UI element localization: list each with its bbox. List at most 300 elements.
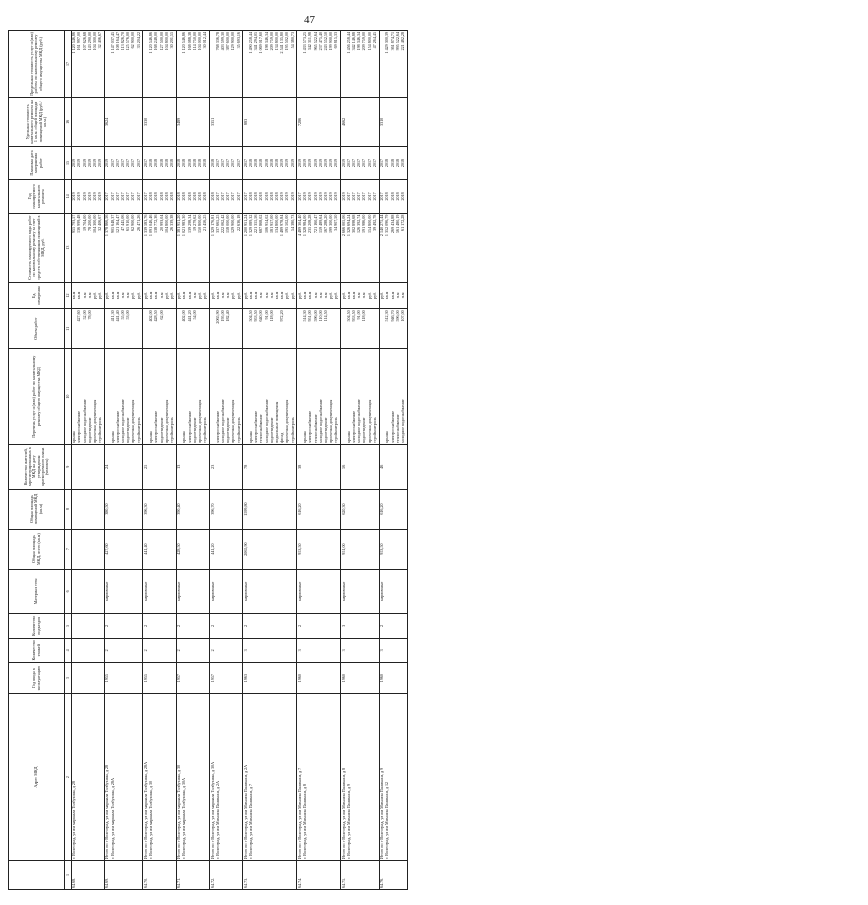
header-cell-15: Плановая дата завершения работ xyxy=(9,146,65,179)
work-volume-line: 53,00 xyxy=(125,310,131,320)
works-list-line: стройконтроль xyxy=(135,417,141,444)
units xyxy=(71,282,104,309)
table-row xyxy=(243,31,297,890)
address-line: г. Волгоград, ул им маршала Толбухина, д 30 xyxy=(148,781,154,860)
work-cost-line: 222 062,42 xyxy=(219,214,225,234)
work-cost-line: 955 793,57 xyxy=(71,214,77,234)
repair-year-line: 2018 xyxy=(197,192,203,201)
header-cell-14: Год планируемого капитального ремонта xyxy=(9,180,65,213)
repair-year-line: 2018 xyxy=(158,192,164,201)
total-area: 441,20 xyxy=(210,529,243,569)
works-list-line: электроснабжение xyxy=(186,410,192,444)
wall-material xyxy=(71,569,104,614)
repair-year-line: 2017 xyxy=(104,192,110,201)
entrances: 2 xyxy=(143,614,176,638)
works-list-line: холодное водоснабжение xyxy=(317,399,323,444)
column-number-9: 9 xyxy=(65,445,71,490)
address xyxy=(210,694,243,861)
work-cost-line: 1 489 978,84 xyxy=(279,214,285,237)
works-list-line: стройконтроль xyxy=(289,417,295,444)
column-number-2: 2 xyxy=(65,694,71,861)
work-volume-line xyxy=(291,310,296,347)
repair-year-line: 2019 xyxy=(322,192,328,201)
commission-year: 1957 xyxy=(176,663,209,694)
premises-area: 396,70 xyxy=(210,489,243,529)
work-volume-line xyxy=(203,310,208,347)
works-list-line: электроснабжение xyxy=(214,410,220,444)
limit-cost-line: 104 800,00 xyxy=(163,32,169,51)
end-date-line: 2018 xyxy=(253,158,259,168)
units-line: руб. xyxy=(168,291,174,299)
work-volume-line: 953,50 xyxy=(253,310,259,322)
units-line: п.м xyxy=(120,292,126,299)
limit-cost-line: 387 600,00 xyxy=(225,32,231,51)
limit-cost-line: 69 815,33 xyxy=(333,32,339,49)
table-row xyxy=(341,31,380,890)
units-line: кв.м xyxy=(76,291,82,300)
works-list-line: электроснабжение xyxy=(253,410,259,444)
total-area: 951,00 xyxy=(341,529,380,569)
units-line: п.м xyxy=(125,292,131,299)
end-date-line: 2019 xyxy=(312,158,318,168)
header-cell-10: Перечень услуг и (или) работ по капитальному ремонту общего имущества МКД xyxy=(9,349,65,445)
end-date xyxy=(143,146,176,179)
work-volume-line: 402,00 xyxy=(148,310,154,322)
works-list-line: проектная документация xyxy=(130,399,136,444)
residents: 46 xyxy=(379,445,407,490)
total-area: 2065,90 xyxy=(243,529,297,569)
column-number-11: 11 xyxy=(65,309,71,349)
repair-year-line: 2018 xyxy=(384,192,390,201)
works-list-line: водоотведение xyxy=(125,417,131,444)
work-volume-line: 504,50 xyxy=(248,310,254,322)
units xyxy=(379,282,407,309)
end-date-line: 2017 xyxy=(130,158,136,168)
row-number: 64.72. xyxy=(210,861,243,890)
work-cost-line: 1 339 583,76 xyxy=(142,214,148,237)
work-cost-line: 126 392,74 xyxy=(356,214,362,234)
work-cost-line: 150 800,00 xyxy=(197,214,203,234)
units-line: кв.м xyxy=(181,291,187,300)
table-row xyxy=(297,31,341,890)
works-list-line: стройконтроль xyxy=(168,417,174,444)
works-list-line: крыша xyxy=(384,431,390,444)
work-cost xyxy=(210,213,243,282)
end-date-line: 2018 xyxy=(148,158,154,168)
work-volume-line: 953,50 xyxy=(351,310,357,322)
end-date-line: 2017 xyxy=(356,158,362,168)
limit-cost-line: 243 552,50 xyxy=(322,32,328,51)
work-cost-line: 235 208,28 xyxy=(307,214,313,234)
works-list-line: крыша xyxy=(109,431,115,444)
end-date-line: 2018 xyxy=(168,158,174,168)
limit-cost-line: 341 294,05 xyxy=(253,32,259,51)
work-volume-line: 428,50 xyxy=(153,310,159,322)
work-cost-line: 167 288,20 xyxy=(322,214,328,234)
repair-year-line: 2018 xyxy=(389,192,395,201)
works-list xyxy=(297,349,341,445)
work-volume-line: 91,00 xyxy=(356,310,362,320)
repair-year-line: 2019 xyxy=(317,192,323,201)
work-cost-line: 39 492,78 xyxy=(371,214,377,231)
units-line: кв.м xyxy=(345,291,351,300)
work-cost-line: 32 406,67 xyxy=(97,214,103,231)
units-line: кв.м xyxy=(186,291,192,300)
limit-cost-line: 1 433 573,25 xyxy=(302,32,308,54)
work-volume xyxy=(176,309,209,349)
entrances: 2 xyxy=(104,614,143,638)
repair-year xyxy=(210,180,243,213)
limit-cost-line: 143 290,00 xyxy=(86,32,92,51)
wall-material: кирпичные xyxy=(143,569,176,614)
units-line: кв.м xyxy=(389,291,395,300)
units-line: руб. xyxy=(371,291,377,299)
premises-area: 620,30 xyxy=(341,489,380,529)
end-date xyxy=(104,146,143,179)
repair-year-line: 2017 xyxy=(114,192,120,201)
units-line: п.м xyxy=(399,292,405,299)
works-list-line: водоотведение xyxy=(86,417,92,444)
row-number: 64.69. xyxy=(104,861,143,890)
units-line: кв.м xyxy=(248,291,254,300)
column-number-6: 6 xyxy=(65,569,71,614)
units-line: кв.м xyxy=(109,291,115,300)
work-volume xyxy=(210,309,243,349)
units-line: кв.м xyxy=(153,291,159,300)
work-volume xyxy=(243,309,297,349)
limit-cost xyxy=(210,31,243,98)
works-list-line: теплоснабжение xyxy=(312,414,318,444)
units-line: п.м xyxy=(394,292,400,299)
work-volume-line: 54,00 xyxy=(191,310,197,320)
total-area: 441,40 xyxy=(143,529,176,569)
commission-year: 1955 xyxy=(143,663,176,694)
work-volume xyxy=(71,309,104,349)
works-list-line: проектная документация xyxy=(366,399,372,444)
repair-year-line: 2019 xyxy=(307,192,313,201)
specific-cost: 3310 xyxy=(379,97,407,146)
work-cost-line: 2 140 275,44 xyxy=(379,214,385,237)
limit-cost-line: 1 490 258,44 xyxy=(248,32,254,54)
end-date-line: 2019 xyxy=(340,158,346,168)
works-list-line: холодное водоснабжение xyxy=(399,399,405,444)
address xyxy=(341,694,380,861)
repair-year-line: 2017 xyxy=(219,192,225,201)
units-line: п.м xyxy=(158,292,164,299)
limit-cost-line: 33 204,22 xyxy=(135,32,141,49)
units-line: руб. xyxy=(235,291,241,299)
repair-year-line: 2017 xyxy=(125,192,131,201)
end-date xyxy=(243,146,297,179)
limit-cost-line: 209 759,00 xyxy=(268,32,274,51)
limit-cost-line: 361 874,71 xyxy=(389,32,395,51)
units-line: п.м xyxy=(361,292,367,299)
units-line: руб. xyxy=(97,291,103,299)
floors: 2 xyxy=(143,638,176,662)
end-date-line: 2019 xyxy=(97,158,103,168)
table-row xyxy=(379,31,407,890)
header-cell-3: Год ввода в эксплуатацию xyxy=(9,663,65,694)
header-cell-8: Общая площадь помещений МКД (кв.м) xyxy=(9,489,65,529)
header-cell-2: Адрес МКД xyxy=(9,694,65,861)
specific-cost: 3624 xyxy=(104,97,143,146)
works-list-line: стройконтроль xyxy=(202,417,208,444)
limit-cost-line: 47 264,45 xyxy=(371,32,377,49)
work-cost-line: 1 329 176,81 xyxy=(209,214,215,237)
units-line: руб. xyxy=(340,291,346,299)
work-cost-line: 905 648,37 xyxy=(109,214,115,234)
end-date-line: 2018 xyxy=(163,158,169,168)
header-row xyxy=(9,31,65,890)
repair-year-line: 2019 xyxy=(284,192,290,201)
work-cost-line: 136 999,48 xyxy=(76,214,82,234)
row-number: 64.74. xyxy=(297,861,341,890)
works-list-line: теплоснабжение xyxy=(258,414,264,444)
work-volume-line xyxy=(373,310,378,347)
repair-year-line: 2018 xyxy=(202,192,208,201)
works-list xyxy=(143,349,176,445)
end-date-line: 2017 xyxy=(371,158,377,168)
repair-year-line: 2017 xyxy=(242,192,248,201)
limit-cost-line: 30 012,44 xyxy=(202,32,208,49)
header-cell-1 xyxy=(9,861,65,890)
premises-area: 396,30 xyxy=(143,489,176,529)
end-date-line: 2017 xyxy=(366,158,372,168)
works-list-line: крыша xyxy=(302,431,308,444)
works-list-line: проектная документация xyxy=(91,399,97,444)
specific-cost: 4662 xyxy=(341,97,380,146)
wall-material: кирпичные xyxy=(297,569,341,614)
premises-area: 1599,80 xyxy=(243,489,297,529)
end-date-line: 2017 xyxy=(125,158,131,168)
total-area: 427,60 xyxy=(104,529,143,569)
page-number: 47 xyxy=(304,14,315,26)
works-list-line: стройконтроль xyxy=(235,417,241,444)
end-date-line: 2017 xyxy=(361,158,367,168)
work-volume xyxy=(104,309,143,349)
header-cell-5: Количество подъездов xyxy=(9,614,65,638)
units-line: руб. xyxy=(242,291,248,299)
work-volume-line xyxy=(98,310,103,347)
limit-cost-line: 125 576,00 xyxy=(125,32,131,51)
end-date-line: 2017 xyxy=(135,158,141,168)
work-cost xyxy=(176,213,209,282)
limit-cost xyxy=(341,31,380,98)
limit-cost-line: 113 826,70 xyxy=(120,32,126,51)
table-row xyxy=(143,31,176,890)
wall-material: кирпичные xyxy=(341,569,380,614)
work-cost xyxy=(243,213,297,282)
repair-year-line: 2017 xyxy=(296,192,302,201)
works-list xyxy=(71,349,104,445)
residents: 25 xyxy=(143,445,176,490)
column-number-16: 16 xyxy=(65,97,71,146)
works-list-line: проектная документация xyxy=(230,399,236,444)
header-cell-7: Общая площадь МКД, всего (кв.м) xyxy=(9,529,65,569)
works-list-line: стройконтроль xyxy=(97,417,103,444)
works-list-line: фасад xyxy=(279,432,285,444)
rotated-table-area xyxy=(8,30,868,888)
works-list-line: холодное водоснабжение xyxy=(263,399,269,444)
repair-year xyxy=(143,180,176,213)
repair-year-line: 2018 xyxy=(248,192,254,201)
units-line: п.м xyxy=(356,292,362,299)
repair-year-line: 2018 xyxy=(186,192,192,201)
end-date-line: 2019 xyxy=(76,158,82,168)
units-line: кв.м xyxy=(114,291,120,300)
end-date-line: 2017 xyxy=(219,158,225,168)
limit-cost-line: 168 248,00 xyxy=(153,32,159,51)
limit-cost-line: 342 311,98 xyxy=(307,32,313,51)
repair-year-line: 2017 xyxy=(225,192,231,201)
end-date xyxy=(210,146,243,179)
work-cost-line: 104 300,00 xyxy=(91,214,97,234)
end-date-line: 2018 xyxy=(394,158,400,168)
work-cost-line: 687 868,02 xyxy=(258,214,264,234)
work-cost-line: 21 456,25 xyxy=(202,214,208,231)
work-cost-line: 104 800,00 xyxy=(163,214,169,234)
work-volume-line: 951,00 xyxy=(307,310,313,322)
work-volume-line: 195,00 xyxy=(219,310,225,322)
units-line: руб. xyxy=(333,291,339,299)
column-number-4: 4 xyxy=(65,638,71,662)
work-volume-line: 402,00 xyxy=(181,310,187,322)
limit-cost-line: 965 522,64 xyxy=(312,32,318,51)
work-volume-line: 182,40 xyxy=(225,310,231,322)
units xyxy=(243,282,297,309)
limit-cost-line: 221 482,28 xyxy=(399,32,405,51)
premises-area: 390,40 xyxy=(176,489,209,529)
address-line: Итого по г Волгоград, ул им Михаила Паникахи, д 9 xyxy=(379,767,385,860)
work-cost-line: 138 772,36 xyxy=(153,214,159,234)
repair-year-line: 2019 xyxy=(71,192,77,201)
limit-cost-line: 342 146,88 xyxy=(351,32,357,51)
residents: 38 xyxy=(297,445,341,490)
units xyxy=(341,282,380,309)
work-cost-line: 20 993,04 xyxy=(158,214,164,231)
work-cost-line: 159 489,64 xyxy=(317,214,323,234)
units-line: руб. xyxy=(284,291,290,299)
end-date-line: 2017 xyxy=(114,158,120,168)
work-volume-line: 107,00 xyxy=(399,310,405,322)
capital-repair-table xyxy=(8,30,408,890)
units-line: п.м xyxy=(263,292,269,299)
row-number: 64.68. xyxy=(71,861,104,890)
repair-year-line: 2018 xyxy=(163,192,169,201)
repair-year-line: 2019 xyxy=(333,192,339,201)
end-date-line: 2018 xyxy=(209,158,215,168)
works-list-line: крыша xyxy=(248,431,254,444)
limit-cost-line: 104 300,00 xyxy=(91,32,97,51)
limit-cost-line: 114 750,00 xyxy=(191,32,197,51)
commission-year: 1963 xyxy=(243,663,297,694)
address xyxy=(71,694,104,861)
work-cost-line: 1 352 096,79 xyxy=(384,214,390,237)
units-line: кв.м xyxy=(71,291,77,300)
repair-year-line: 2017 xyxy=(345,192,351,201)
end-date-line: 2018 xyxy=(197,158,203,168)
table-row xyxy=(176,31,209,890)
repair-year xyxy=(341,180,380,213)
work-cost-line: 1 381 951,20 xyxy=(176,214,182,237)
end-date xyxy=(176,146,209,179)
units-line: п.м xyxy=(312,292,318,299)
work-volume-line: 91,00 xyxy=(263,310,269,320)
limit-cost-line: 1 120 546,86 xyxy=(148,32,154,54)
end-date-line: 2019 xyxy=(104,158,110,168)
work-cost-line: 1 021 983,30 xyxy=(181,214,187,237)
repair-year-line: 2019 xyxy=(312,192,318,201)
repair-year-line: 2017 xyxy=(230,192,236,201)
units-line: руб. xyxy=(142,291,148,299)
limit-cost-line: 209 759,00 xyxy=(361,32,367,51)
column-number-7: 7 xyxy=(65,529,71,569)
table-row xyxy=(104,31,143,890)
work-volume-line: 427,60 xyxy=(76,310,82,322)
works-list-line: проектная документация xyxy=(284,399,290,444)
work-volume-line: 596,00 xyxy=(394,310,400,322)
works-list-line: холодное водоснабжение xyxy=(219,399,225,444)
end-date-line: 2018 xyxy=(191,158,197,168)
residents: 23 xyxy=(210,445,243,490)
units-line: п.м xyxy=(317,292,323,299)
work-volume-line xyxy=(137,310,142,347)
units-line: руб. xyxy=(135,291,141,299)
end-date-line: 2017 xyxy=(379,158,385,168)
work-volume-line: 504,50 xyxy=(345,310,351,322)
address xyxy=(143,694,176,861)
address-line: г. Волгоград, ул им маршала Толбухина, д 28А xyxy=(109,778,115,860)
entrances xyxy=(71,614,104,638)
units xyxy=(297,282,341,309)
works-list-line: холодное водоснабжение xyxy=(81,399,87,444)
works-list xyxy=(176,349,209,445)
floors xyxy=(71,638,104,662)
units-line: кв.м xyxy=(384,291,390,300)
units-line: руб. xyxy=(328,291,334,299)
work-cost xyxy=(143,213,176,282)
address-line: Итого по г Волгоград, ул им маршала Толбухина, д 30 xyxy=(176,764,182,860)
repair-year-line: 2018 xyxy=(176,192,182,201)
repair-year-line: 2019 xyxy=(97,192,103,201)
limit-cost xyxy=(104,31,143,98)
units-line: п.м xyxy=(268,292,274,299)
work-cost-line: 54 380,73 xyxy=(289,214,295,231)
end-date-line: 2018 xyxy=(181,158,187,168)
work-volume-line: 512,30 xyxy=(384,310,390,322)
end-date-line: 2019 xyxy=(333,158,339,168)
repair-year-line: 2017 xyxy=(120,192,126,201)
repair-year-line: 2017 xyxy=(109,192,115,201)
work-cost-line: 19 704,00 xyxy=(81,214,87,231)
limit-cost-line: 30 201,55 xyxy=(168,32,174,49)
floors: 3 xyxy=(341,638,380,662)
units-line: кв.м xyxy=(148,291,154,300)
units-line: руб. xyxy=(163,291,169,299)
residents: 24 xyxy=(104,445,143,490)
repair-year xyxy=(379,180,407,213)
work-cost-line: 129 900,00 xyxy=(230,214,236,234)
work-volume xyxy=(297,309,341,349)
work-volume-line: 411,30 xyxy=(109,310,115,322)
end-date-line: 2018 xyxy=(158,158,164,168)
works-list-line: электроснабжение xyxy=(76,410,82,444)
column-number-14: 14 xyxy=(65,180,71,213)
address-line: Итого по г Волгоград, ул им Михаила Паникахи, д 7 xyxy=(296,767,302,860)
works-list-line: водоотведение xyxy=(191,417,197,444)
limit-cost-line: 198 346,34 xyxy=(263,32,269,51)
end-date-line: 2017 xyxy=(142,158,148,168)
